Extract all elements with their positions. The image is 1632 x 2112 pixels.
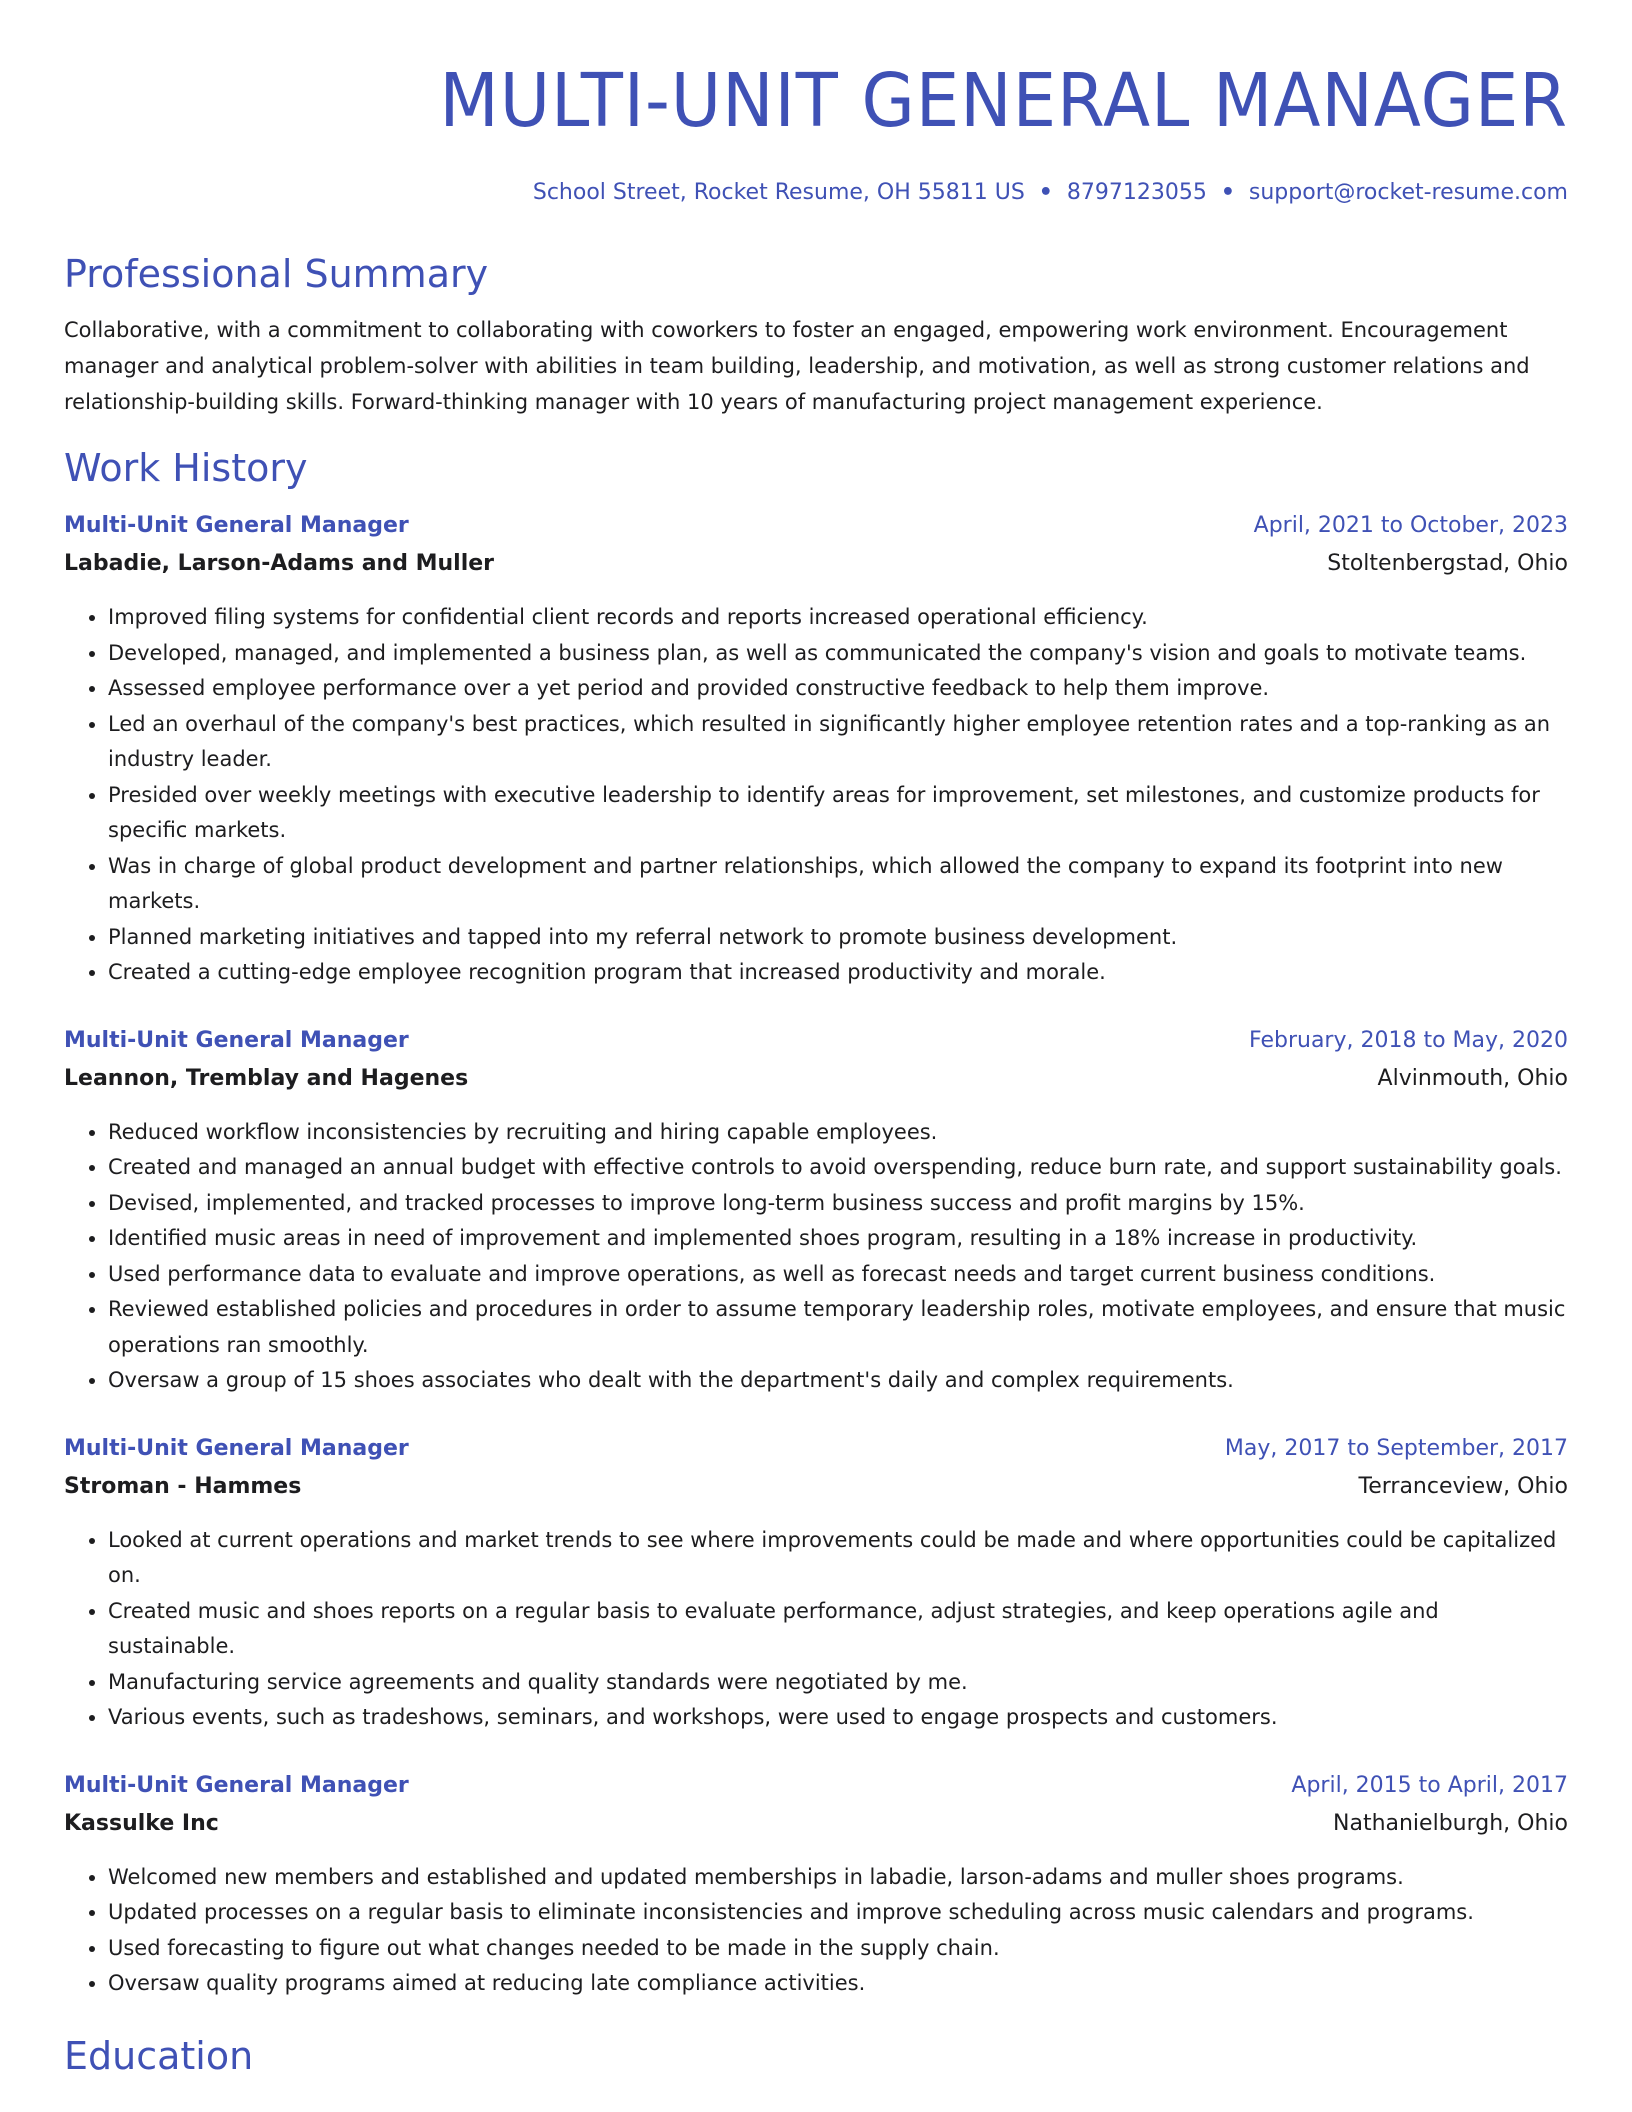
job-bullets	[64, 1860, 1568, 2002]
job-title-row	[64, 1770, 1568, 1802]
job-bullet: • Planned marketing initiatives and tapped into my referral network to promote business development.	[108, 920, 1568, 956]
job-bullet: • Manufacturing service agreements and quality standards were negotiated by me.	[108, 1665, 1568, 1701]
job-dates: April, 2015 to April, 2017	[1291, 1772, 1568, 1798]
job-location: Nathanielburgh, Ohio	[1333, 1810, 1568, 1836]
job-dates: April, 2021 to October, 2023	[1253, 513, 1568, 538]
job-bullet: • Oversaw quality programs aimed at reducing late compliance activities.	[108, 1966, 1568, 2002]
job-location: Stoltenbergstad, Ohio	[1327, 551, 1568, 576]
job-title: Multi-Unit General Manager	[64, 1435, 409, 1461]
job-entry	[64, 1025, 1568, 1399]
job-bullet: • Assessed employee performance over a yet period and provided constructive feedback to help them improve.	[108, 671, 1568, 707]
job-dates: May, 2017 to September, 2017	[1224, 1435, 1568, 1461]
summary-text: Collaborative, with a commitment to collaborating with coworkers to foster an engaged, empowering work environment. Encouragement manager and analytical problem-solver with abilities in team building, leadership, and motivation, as well as strong customer relations and relationship-building skills. Forward-thinking manager with 10 years of manufacturing project management experience.	[64, 318, 1530, 414]
contact-line	[64, 178, 1568, 208]
job-location: Alvinmouth, Ohio	[1377, 1065, 1568, 1091]
job-company-row	[64, 1471, 1568, 1503]
job-bullet: • Identified music areas in need of improvement and implemented shoes program, resulting in a 18% increase in productivity.	[108, 1221, 1568, 1257]
contact-email: support@rocket-resume.com	[1248, 180, 1568, 205]
education-heading: Education	[64, 2033, 254, 2078]
job-bullets	[64, 600, 1568, 991]
job-bullet: • Welcomed new members and established and updated memberships in labadie, larson-adams and muller shoes programs.	[108, 1860, 1568, 1896]
job-company: Leannon, Tremblay and Hagenes	[64, 1065, 469, 1091]
job-bullet: • Reduced workflow inconsistencies by recruiting and hiring capable employees.	[108, 1115, 1568, 1151]
job-bullet: • Looked at current operations and market trends to see where improvements could be made and where opportunities could be capitalized on.	[108, 1523, 1568, 1594]
job-entry	[64, 1433, 1568, 1736]
job-bullet: • Oversaw a group of 15 shoes associates who dealt with the department's daily and complex requirements.	[108, 1363, 1568, 1399]
resume-title: MULTI-UNIT GENERAL MANAGER	[439, 58, 1568, 144]
job-company: Labadie, Larson-Adams and Muller	[64, 551, 495, 576]
job-title: Multi-Unit General Manager	[64, 513, 409, 538]
contact-address: School Street, Rocket Resume, OH 55811 US	[532, 180, 1025, 205]
job-company-row	[64, 548, 1568, 580]
job-location: Terranceview, Ohio	[1358, 1473, 1568, 1499]
job-title-row	[64, 510, 1568, 542]
job-bullet: • Used performance data to evaluate and improve operations, as well as forecast needs and target current business conditions.	[108, 1257, 1568, 1293]
work-history-heading: Work History	[64, 446, 308, 490]
job-bullet: • Created a cutting-edge employee recognition program that increased productivity and morale.	[108, 955, 1568, 991]
job-company: Kassulke Inc	[64, 1810, 219, 1836]
job-company-row	[64, 1063, 1568, 1095]
job-title-row	[64, 1433, 1568, 1465]
job-bullets	[64, 1115, 1568, 1399]
job-title: Multi-Unit General Manager	[64, 1772, 409, 1798]
job-title: Multi-Unit General Manager	[64, 1027, 409, 1053]
job-entry	[64, 510, 1568, 991]
job-title-row	[64, 1025, 1568, 1057]
job-bullet: • Improved filing systems for confidential client records and reports increased operational efficiency.	[108, 600, 1568, 636]
job-bullet: • Led an overhaul of the company's best practices, which resulted in significantly higher employee retention rates and a top-ranking as an industry leader.	[108, 707, 1568, 778]
job-company-row	[64, 1808, 1568, 1840]
job-bullet: • Reviewed established policies and procedures in order to assume temporary leadership roles, motivate employees, and ensure that music operations ran smoothly.	[108, 1292, 1568, 1363]
contact-phone: 8797123055	[1066, 180, 1207, 205]
contact-separator: •	[1220, 180, 1235, 205]
job-dates: February, 2018 to May, 2020	[1249, 1027, 1568, 1053]
job-bullet: • Created music and shoes reports on a regular basis to evaluate performance, adjust strategies, and keep operations agile and sustainable.	[108, 1594, 1568, 1665]
job-bullet: • Used forecasting to figure out what changes needed to be made in the supply chain.	[108, 1931, 1568, 1967]
job-bullet: • Updated processes on a regular basis to eliminate inconsistencies and improve scheduling across music calendars and programs.	[108, 1895, 1568, 1931]
job-company: Stroman - Hammes	[64, 1473, 302, 1499]
job-bullet: • Presided over weekly meetings with executive leadership to identify areas for improvement, set milestones, and customize products for specific markets.	[108, 778, 1568, 849]
job-bullet: • Devised, implemented, and tracked processes to improve long-term business success and profit margins by 15%.	[108, 1186, 1568, 1222]
job-bullet: • Created and managed an annual budget with effective controls to avoid overspending, reduce burn rate, and support sustainability goals.	[108, 1150, 1568, 1186]
job-bullet: • Developed, managed, and implemented a business plan, as well as communicated the company's vision and goals to motivate teams.	[108, 636, 1568, 672]
job-entry	[64, 1770, 1568, 2002]
contact-separator: •	[1038, 180, 1053, 205]
summary-heading: Professional Summary	[64, 252, 489, 296]
job-bullet: • Various events, such as tradeshows, seminars, and workshops, were used to engage prospects and customers.	[108, 1700, 1568, 1736]
job-bullets	[64, 1523, 1568, 1736]
job-bullet: • Was in charge of global product development and partner relationships, which allowed the company to expand its footprint into new markets.	[108, 849, 1568, 920]
